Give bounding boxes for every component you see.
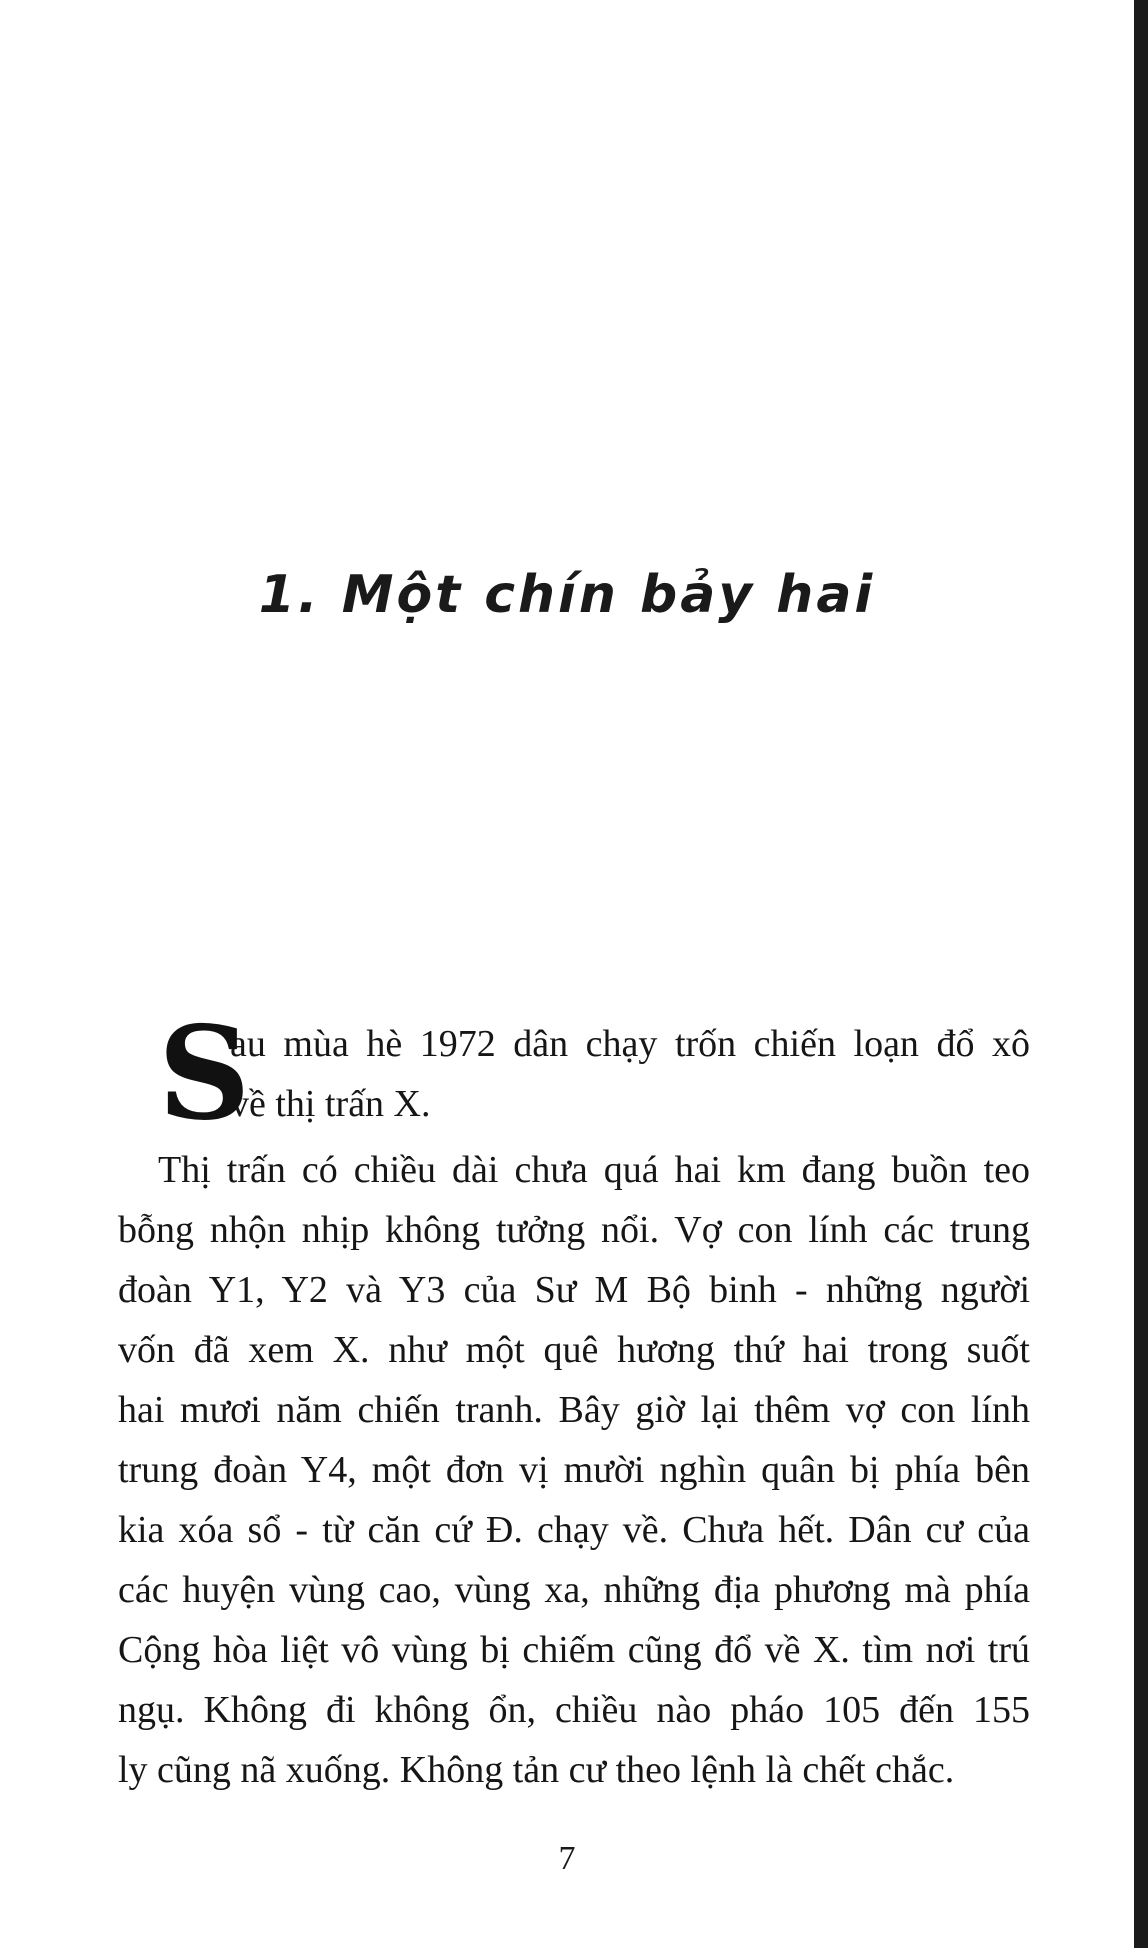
second-paragraph bbox=[118, 1140, 1030, 1800]
body-text bbox=[118, 999, 1030, 1800]
text-line: vốn đã xem X. như một quê hương thứ hai trong suốt bbox=[118, 1329, 1030, 1371]
text-line: Thị trấn có chiều dài chưa quá hai km đang buồn teo bbox=[158, 1149, 1030, 1191]
text-line: bỗng nhộn nhịp không tưởng nổi. Vợ con lính các trung bbox=[118, 1209, 1030, 1251]
chapter-title: 1. Một chín bảy hai bbox=[258, 565, 876, 625]
text-line: trung đoàn Y4, một đơn vị mười nghìn quân bị phía bên bbox=[118, 1449, 1030, 1491]
text-line: về thị trấn X. bbox=[230, 1083, 431, 1125]
text-line: hai mươi năm chiến tranh. Bây giờ lại thêm vợ con lính bbox=[118, 1389, 1030, 1431]
text-line: au mùa hè 1972 dân chạy trốn chiến loạn đổ xô bbox=[230, 1023, 1030, 1065]
drop-cap: S bbox=[158, 999, 251, 1149]
page-number: 7 bbox=[558, 1840, 576, 1877]
text-line: đoàn Y1, Y2 và Y3 của Sư M Bộ binh - những người bbox=[118, 1269, 1030, 1311]
text-line: ngụ. Không đi không ổn, chiều nào pháo 105 đến 155 bbox=[118, 1689, 1030, 1731]
page-edge bbox=[1134, 0, 1148, 1948]
first-paragraph bbox=[158, 999, 1030, 1149]
text-line: các huyện vùng cao, vùng xa, những địa phương mà phía bbox=[118, 1569, 1030, 1611]
text-line: ly cũng nã xuống. Không tản cư theo lệnh là chết chắc. bbox=[118, 1749, 955, 1791]
text-line: Cộng hòa liệt vô vùng bị chiếm cũng đổ về X. tìm nơi trú bbox=[118, 1629, 1030, 1671]
text-line: kia xóa sổ - từ căn cứ Đ. chạy về. Chưa hết. Dân cư của bbox=[118, 1509, 1030, 1551]
